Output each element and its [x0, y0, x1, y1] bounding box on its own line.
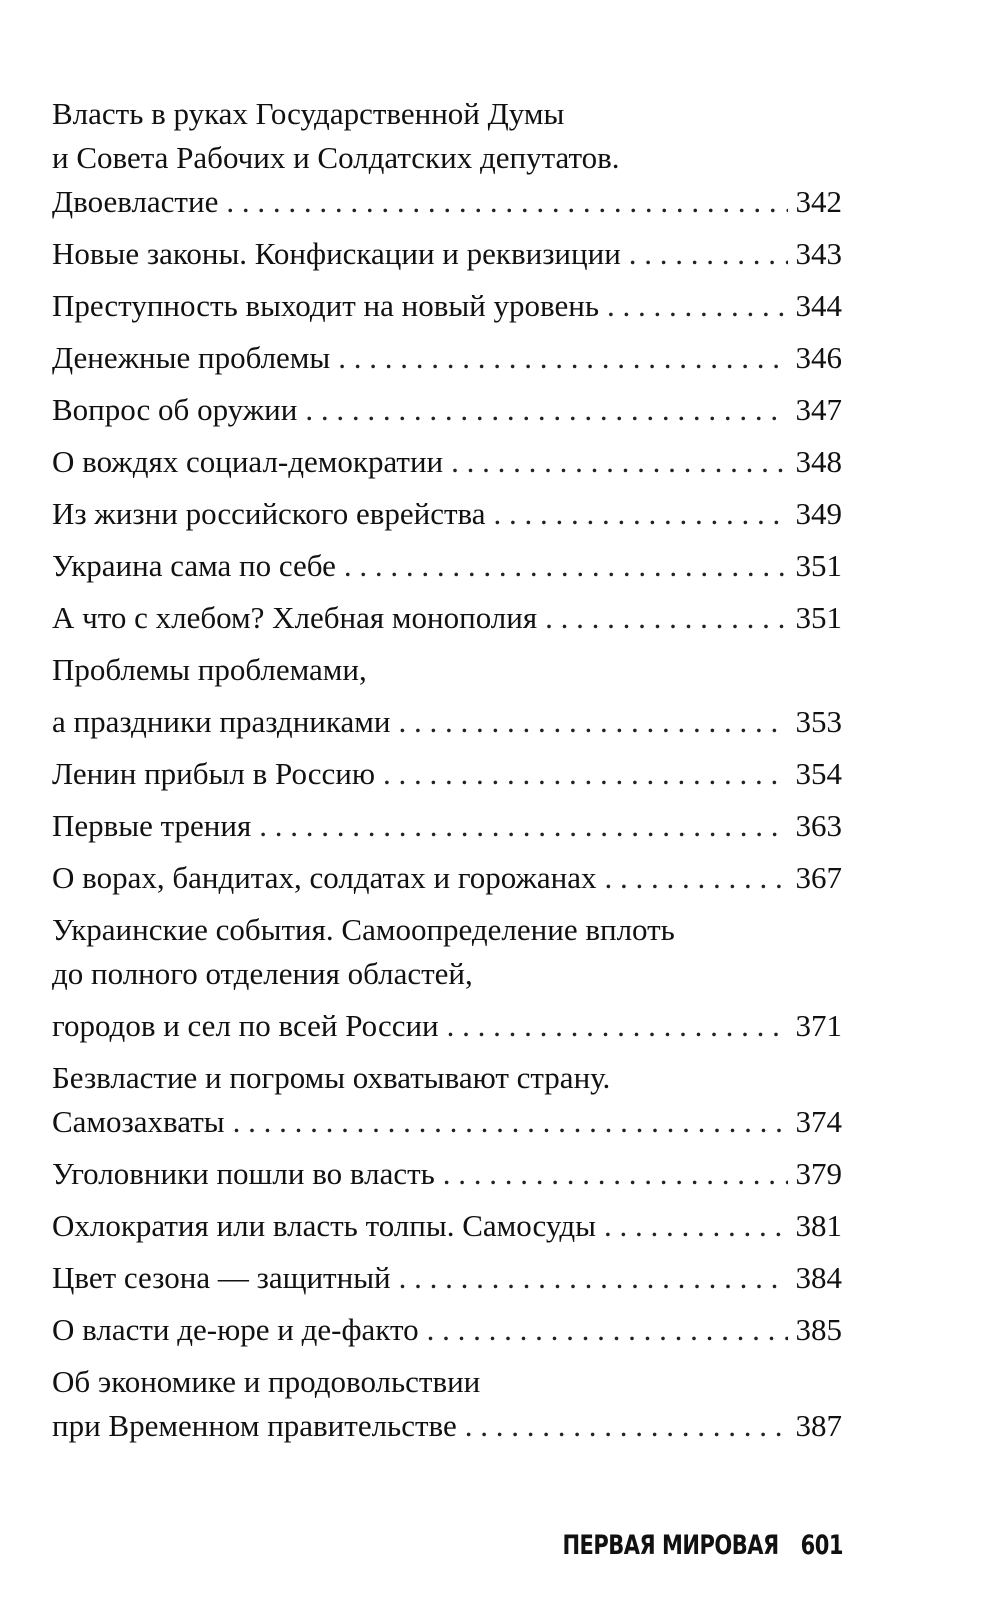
dot-leader	[494, 492, 788, 536]
toc-entry	[52, 856, 842, 900]
toc-entry	[52, 1056, 842, 1144]
toc-entry	[52, 804, 842, 848]
dot-leader	[233, 1100, 788, 1144]
toc-entry	[52, 1152, 842, 1196]
toc-entry	[52, 492, 842, 536]
toc-entry-title-line: а праздники праздниками	[52, 704, 391, 739]
toc-entry-title-line: Первые трения	[52, 808, 252, 843]
toc-entry-title-line: до полного отделения областей,	[52, 956, 473, 991]
toc-entry	[52, 388, 842, 432]
toc-entry-title-line: О ворах, бандитах, солдатах и горожанах	[52, 860, 597, 895]
toc-entry-title-line: Охлократия или власть толпы. Самосуды	[52, 1208, 597, 1243]
toc-entry	[52, 648, 842, 744]
toc-entry	[52, 1360, 842, 1448]
toc-entry-title-line: Украина сама по себе	[52, 548, 336, 583]
toc-entry-title-line: Двоевластие	[52, 184, 219, 219]
toc-page-number: 363	[795, 808, 842, 843]
toc-page-number: 351	[795, 548, 842, 583]
dot-leader	[383, 752, 788, 796]
toc-entry	[52, 336, 842, 380]
toc-entry-title-line: Об экономике и продовольствии	[52, 1364, 481, 1399]
dot-leader	[399, 1256, 788, 1300]
toc-page-number: 374	[795, 1104, 842, 1139]
dot-leader	[604, 1204, 787, 1248]
toc-entry	[52, 92, 842, 224]
toc-page-number: 346	[795, 340, 842, 375]
dot-leader	[451, 440, 787, 484]
dot-leader	[465, 1404, 788, 1448]
toc-entry-title-line: О вождях социал-демократии	[52, 444, 444, 479]
toc-entry-title-line: Новые законы. Конфискации и реквизиции	[52, 236, 621, 271]
dot-leader	[605, 856, 788, 900]
running-title: ПЕРВАЯ МИРОВАЯ	[562, 1530, 779, 1560]
dot-leader	[443, 1152, 788, 1196]
toc-entry	[52, 1204, 842, 1248]
toc-entry-title-line: Уголовники пошли во власть	[52, 1156, 435, 1191]
toc-page-number: 381	[795, 1208, 842, 1243]
dot-leader	[344, 544, 788, 588]
toc-page-number: 351	[795, 600, 842, 635]
toc-entry-title-line: Украинские события. Самоопределение вплоть	[52, 912, 675, 947]
page-footer	[562, 1530, 843, 1560]
toc-entry-title-line: и Совета Рабочих и Солдатских депутатов.	[52, 140, 620, 175]
toc-entry-title-line: Вопрос об оружии	[52, 392, 298, 427]
toc-entry-title-line: Преступность выходит на новый уровень	[52, 288, 599, 323]
toc-page-number: 344	[795, 288, 842, 323]
dot-leader	[259, 804, 787, 848]
toc-entry	[52, 1308, 842, 1352]
toc-page-number: 354	[795, 756, 842, 791]
toc-page-number: 347	[795, 392, 842, 427]
toc-entry-title-line: Безвластие и погромы охватывают страну.	[52, 1060, 611, 1095]
toc-page-number: 353	[795, 704, 842, 739]
toc-page-number: 385	[795, 1312, 842, 1347]
toc-page-number: 342	[795, 184, 842, 219]
toc-entry-title-line: городов и сел по всей России	[52, 1008, 439, 1043]
dot-leader	[226, 180, 787, 224]
toc-entry-title-line: при Временном правительстве	[52, 1408, 457, 1443]
toc-entry	[52, 908, 842, 1048]
dot-leader	[338, 336, 787, 380]
toc-page-number: 348	[795, 444, 842, 479]
dot-leader	[607, 284, 788, 328]
toc-entry	[52, 232, 842, 276]
toc-page-number: 371	[795, 1008, 842, 1043]
toc-entry-title-line: О власти де-юре и де-факто	[52, 1312, 419, 1347]
table-of-contents	[52, 92, 842, 1448]
page-number: 601	[800, 1530, 843, 1560]
toc-page-number: 379	[795, 1156, 842, 1191]
toc-entry	[52, 752, 842, 796]
toc-entry-title-line: Самозахваты	[52, 1104, 225, 1139]
dot-leader	[305, 388, 787, 432]
dot-leader	[629, 232, 788, 276]
toc-page-number: 387	[795, 1408, 842, 1443]
toc-entry	[52, 596, 842, 640]
toc-entry-title-line: Власть в руках Государственной Думы	[52, 96, 565, 131]
toc-entry-title-line: Ленин прибыл в Россию	[52, 756, 375, 791]
dot-leader	[545, 596, 787, 640]
toc-entry	[52, 284, 842, 328]
toc-entry-title-line: Из жизни российского еврейства	[52, 496, 486, 531]
toc-page-number: 349	[795, 496, 842, 531]
dot-leader	[427, 1308, 788, 1352]
toc-entry	[52, 440, 842, 484]
toc-entry-title-line: Цвет сезона — защитный	[52, 1260, 391, 1295]
toc-page-number: 343	[795, 236, 842, 271]
toc-entry	[52, 544, 842, 588]
toc-entry-title-line: А что с хлебом? Хлебная монополия	[52, 600, 538, 635]
toc-entry-title-line: Проблемы проблемами,	[52, 652, 367, 687]
dot-leader	[447, 1004, 788, 1048]
toc-page-number: 367	[795, 860, 842, 895]
toc-entry	[52, 1256, 842, 1300]
dot-leader	[398, 700, 787, 744]
toc-page-number: 384	[795, 1260, 842, 1295]
toc-entry-title-line: Денежные проблемы	[52, 340, 331, 375]
